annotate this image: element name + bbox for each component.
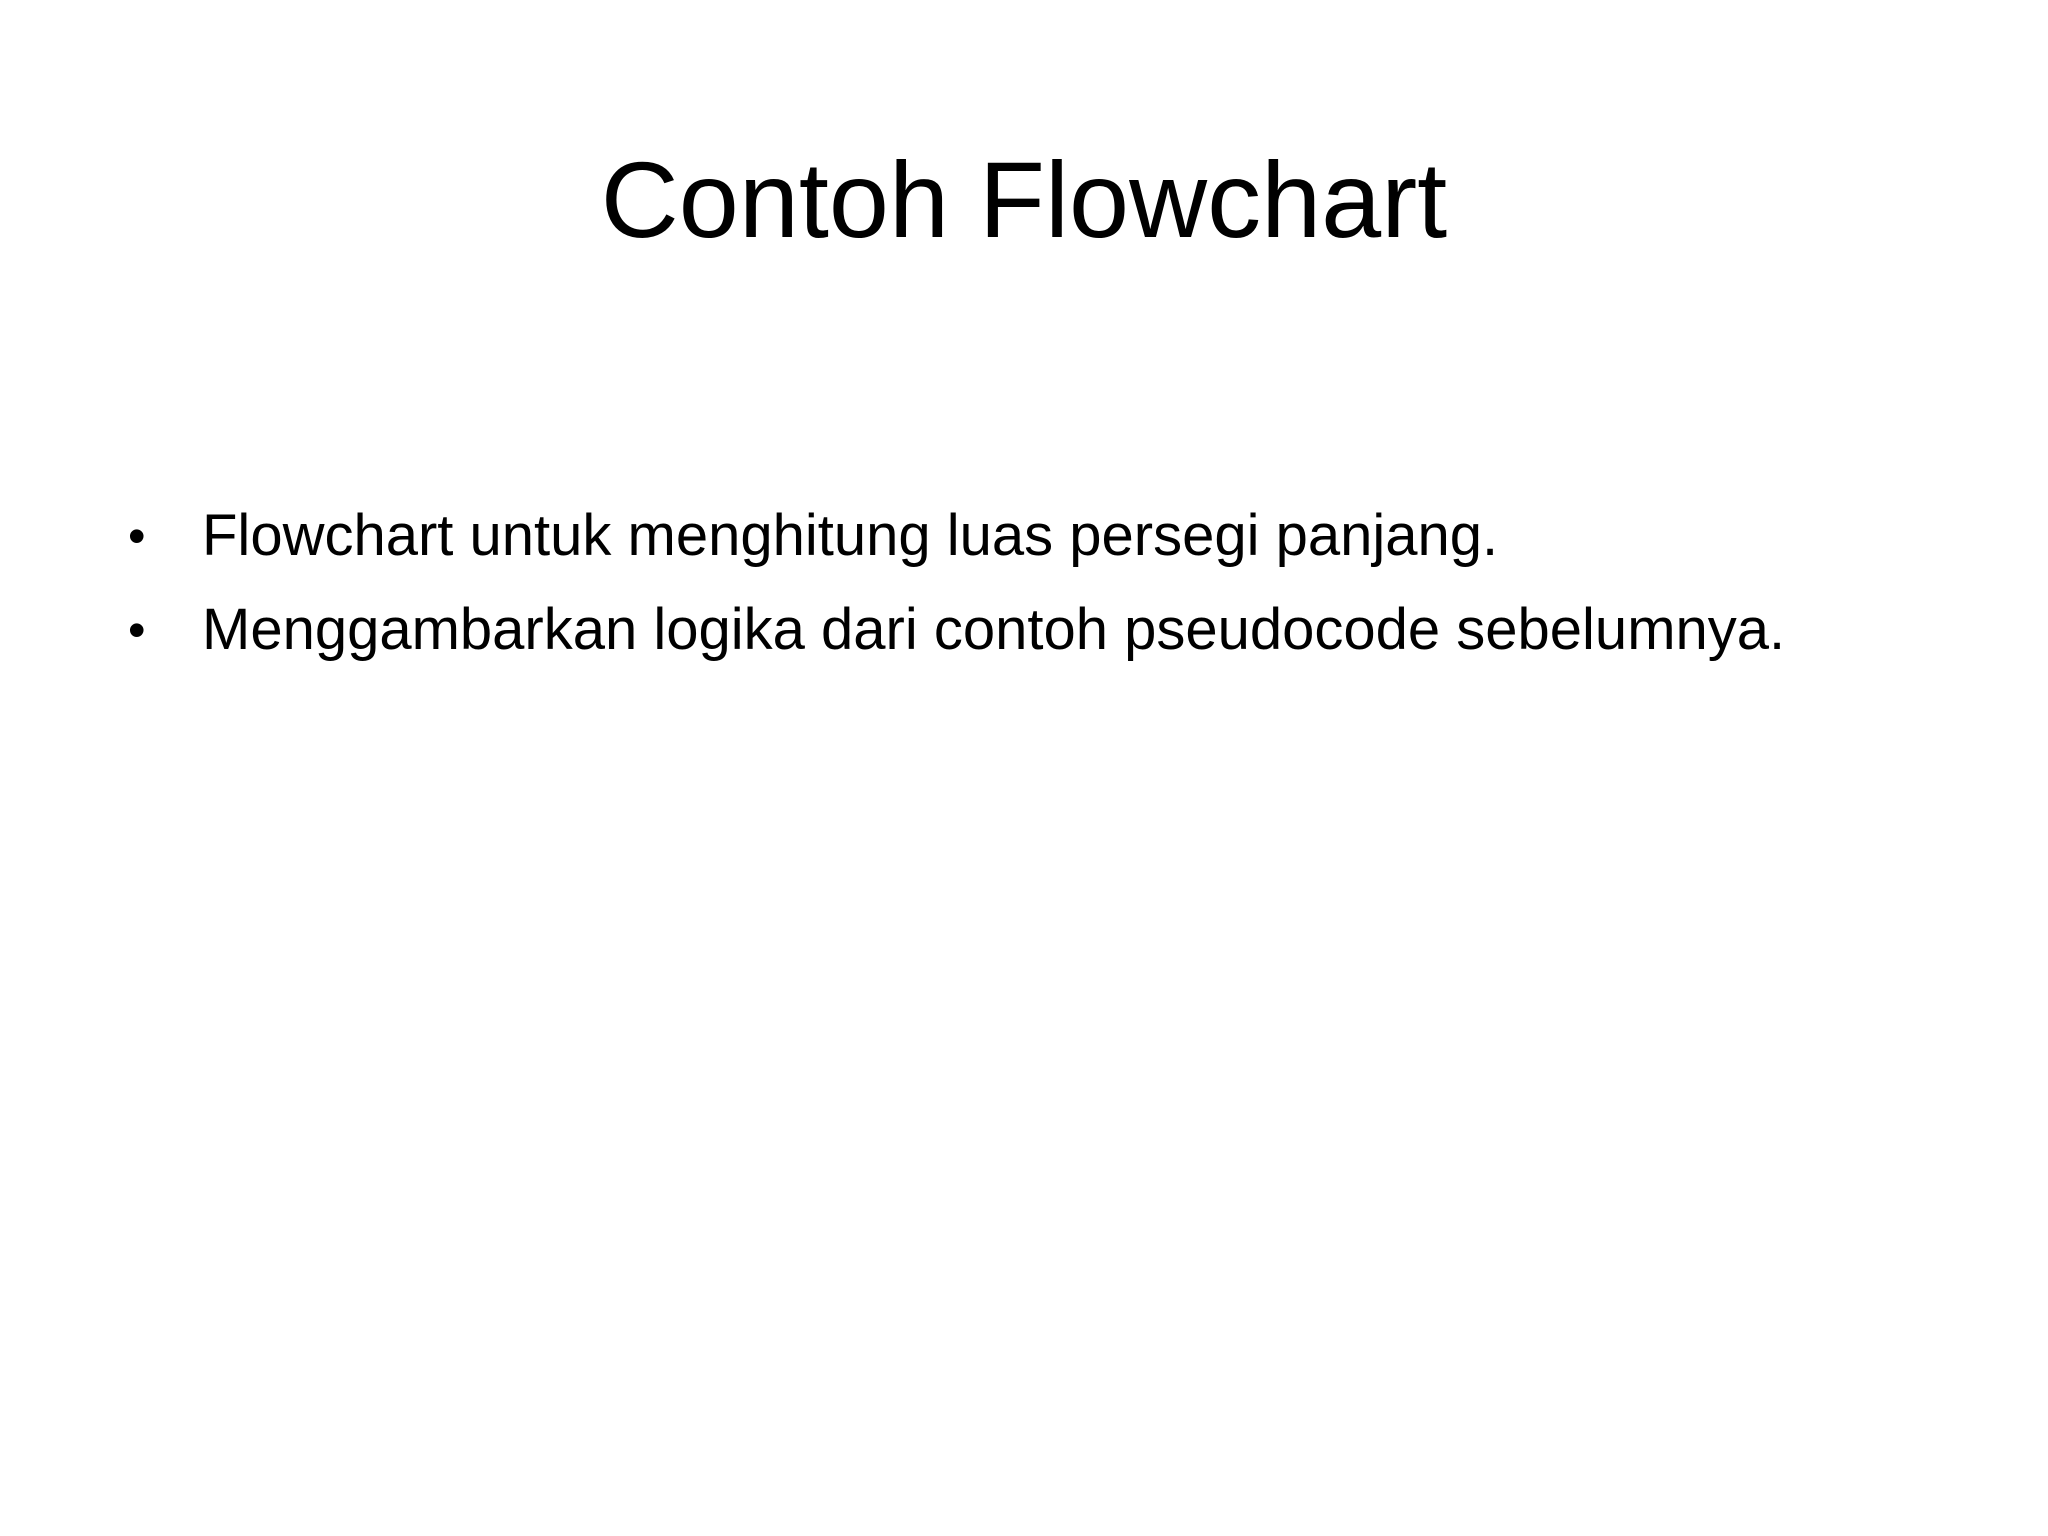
bullet-text: Menggambarkan logika dari contoh pseudocode sebelumnya. [202,597,1786,662]
bullet-item [120,500,1960,572]
bullet-list [120,500,1960,688]
bullet-marker: • [128,508,146,564]
bullet-text: Flowchart untuk menghitung luas persegi panjang. [202,503,1499,568]
bullet-marker: • [128,602,146,658]
slide-title: Contoh Flowchart [600,139,1448,260]
bullet-item [120,594,1960,666]
